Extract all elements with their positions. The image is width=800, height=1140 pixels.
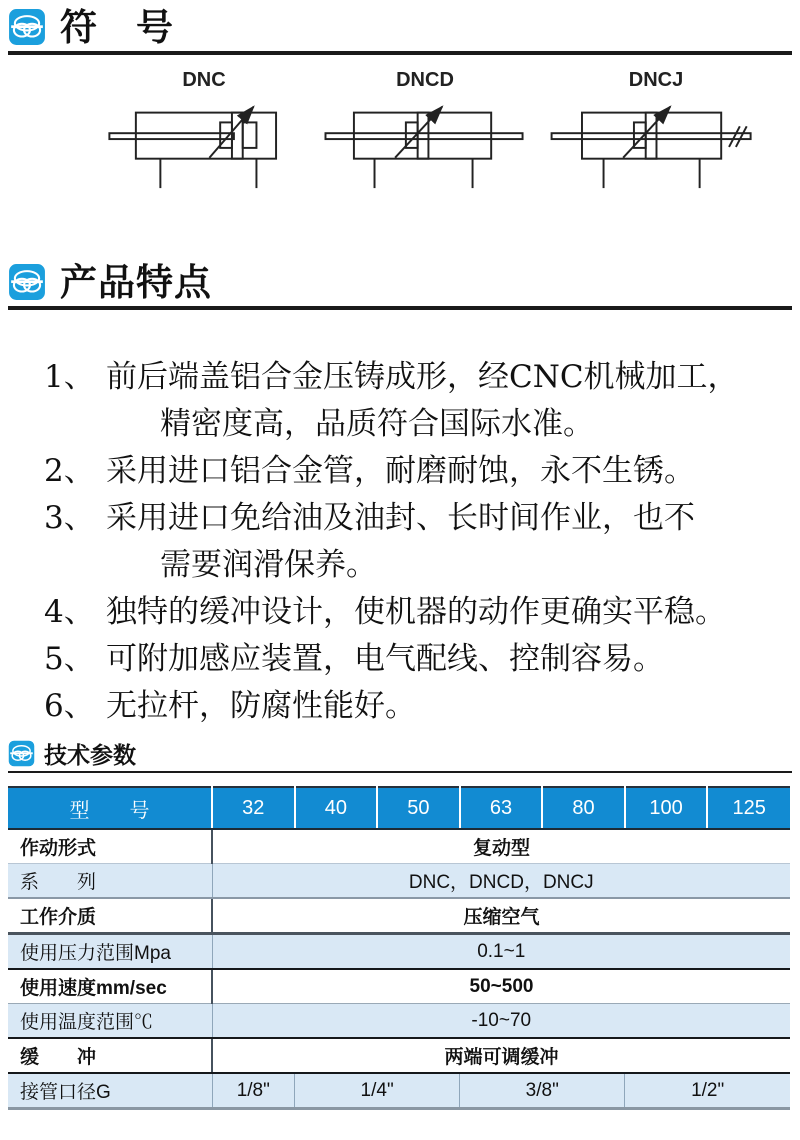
spec-header-size: 125 (707, 787, 790, 829)
spec-header-size: 40 (295, 787, 378, 829)
dncd-symbol-drawing (324, 93, 526, 193)
spec-header-size: 100 (625, 787, 708, 829)
spec-value-cell: 复动型 (212, 829, 790, 864)
dncj-symbol-drawing (550, 93, 762, 193)
feature-number: 6、 (44, 688, 95, 724)
spec-header-row (8, 787, 790, 829)
spec-value-cell: 50~500 (212, 969, 790, 1004)
brand-logo-icon (8, 740, 35, 767)
cylinder-diagram-dncj (550, 69, 762, 193)
cylinder-diagram-dncd (324, 69, 526, 193)
spec-header-size: 63 (460, 787, 543, 829)
feature-number: 5、 (44, 641, 95, 677)
feature-text: 采用进口免给油及油封、长时间作业，也不 (106, 500, 695, 536)
dnc-symbol-drawing (108, 93, 300, 193)
spec-port-cell: 1/8" (212, 1073, 295, 1109)
spec-row-port-size (8, 1073, 790, 1109)
spec-label-cell: 使用速度mm/sec (8, 969, 212, 1004)
specs-section-header (8, 740, 792, 773)
brand-logo-icon (8, 263, 46, 301)
spec-row-speed (8, 969, 790, 1004)
feature-item (44, 683, 778, 730)
section-title-specs: 技术参数 (44, 742, 136, 769)
spec-label-cell: 缓 冲 (8, 1038, 212, 1073)
feature-number: 1、 (44, 359, 95, 395)
feature-text: 可附加感应装置，电气配线、控制容易。 (106, 641, 664, 677)
spec-value-cell: -10~70 (212, 1004, 790, 1039)
section-title-features: 产品特点 (60, 260, 212, 304)
feature-list (8, 310, 792, 730)
feature-text: 独特的缓冲设计，使机器的动作更确实平稳。 (106, 594, 726, 630)
spec-value-cell: 两端可调缓冲 (212, 1038, 790, 1073)
spec-row-action-type (8, 829, 790, 864)
spec-label-cell: 使用压力范围Mpa (8, 934, 212, 970)
symbol-section-header (8, 5, 792, 55)
spec-header-model: 型 号 (8, 787, 212, 829)
diagram-label-dncj: DNCJ (628, 69, 684, 91)
diagram-label-dncd: DNCD (396, 69, 454, 91)
feature-number: 3、 (44, 500, 95, 536)
section-title-symbol: 符 号 (60, 5, 174, 49)
spec-label-cell: 工作介质 (8, 898, 212, 934)
spec-value-cell: 0.1~1 (212, 934, 790, 970)
feature-number: 4、 (44, 594, 95, 630)
spec-port-cell: 3/8" (460, 1073, 625, 1109)
feature-item (44, 589, 778, 636)
spec-label-cell: 系 列 (8, 864, 212, 899)
feature-text: 采用进口铝合金管，耐磨耐蚀，永不生锈。 (106, 453, 695, 489)
spec-row-medium (8, 898, 790, 934)
spec-row-pressure-range (8, 934, 790, 970)
feature-item (44, 495, 778, 542)
spec-value-cell: 压缩空气 (212, 898, 790, 934)
feature-text-continued: 需要润滑保养。 (160, 547, 377, 583)
cylinder-diagrams (8, 59, 792, 193)
spec-value-cell: DNC，DNCD，DNCJ (212, 864, 790, 899)
spec-port-cell: 1/2" (625, 1073, 790, 1109)
feature-item (44, 448, 778, 495)
cylinder-diagram-dnc (108, 69, 300, 193)
feature-item (44, 354, 778, 401)
feature-text: 无拉杆，防腐性能好。 (106, 688, 416, 724)
brand-logo-icon (8, 8, 46, 46)
spec-header-size: 50 (377, 787, 460, 829)
diagram-label-dnc: DNC (182, 69, 226, 91)
spec-row-temperature-range (8, 1004, 790, 1039)
feature-text-continued: 精密度高，品质符合国际水准。 (160, 406, 594, 442)
spec-row-cushion (8, 1038, 790, 1073)
spec-label-cell: 接管口径G (8, 1073, 212, 1109)
spec-table (8, 786, 790, 1110)
spec-header-size: 80 (542, 787, 625, 829)
spec-label-cell: 作动形式 (8, 829, 212, 864)
spec-port-cell: 1/4" (295, 1073, 460, 1109)
feature-item (44, 636, 778, 683)
features-section-header (8, 260, 792, 310)
spec-row-series (8, 864, 790, 899)
spec-header-size: 32 (212, 787, 295, 829)
spec-label-cell: 使用温度范围℃ (8, 1004, 212, 1039)
feature-number: 2、 (44, 453, 95, 489)
feature-text: 前后端盖铝合金压铸成形，经CNC机械加工， (106, 359, 739, 395)
